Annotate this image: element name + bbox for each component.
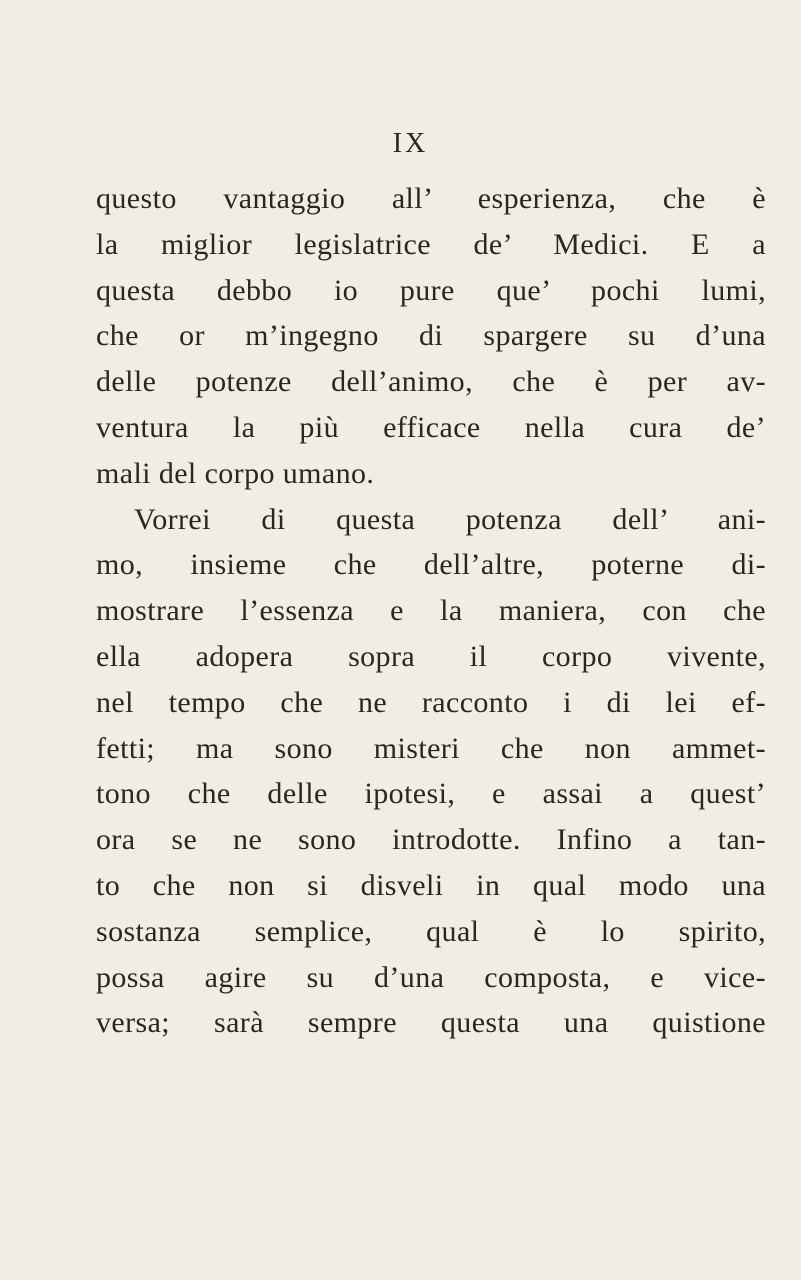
text-line: questo vantaggio all’ esperienza, che è	[96, 182, 766, 215]
body-text	[96, 176, 766, 1046]
text-line: la miglior legislatrice de’ Medici. E a	[96, 227, 766, 261]
text-line: delle potenze dell’animo, che è per av-	[96, 365, 766, 399]
text-line: sostanza semplice, qual è lo spirito,	[96, 914, 766, 948]
text-line: ventura la più efficace nella cura de’	[96, 410, 766, 444]
text-line: questa debbo io pure que’ pochi lumi,	[96, 273, 766, 307]
text-line: tono che delle ipotesi, e assai a quest’	[96, 777, 766, 811]
text-line: to che non si disveli in qual modo una	[96, 868, 766, 902]
text-line: mali del corpo umano.	[96, 456, 375, 490]
text-line: mo, insieme che dell’altre, poterne di-	[96, 548, 766, 582]
text-line: versa; sarà sempre questa una quistione	[96, 1006, 766, 1040]
text-line: nel tempo che ne racconto i di lei ef-	[96, 685, 766, 719]
text-line: fetti; ma sono misteri che non ammet-	[96, 731, 766, 765]
text-line: che or m’ingegno di spargere su d’una	[96, 319, 766, 353]
text-line: ella adopera sopra il corpo vivente,	[96, 639, 766, 673]
text-line: mostrare l’essenza e la maniera, con che	[96, 594, 766, 628]
text-line: ora se ne sono introdotte. Infino a tan-	[96, 823, 766, 857]
page-number: IX	[392, 128, 429, 159]
text-line: possa agire su d’una composta, e vice-	[96, 960, 766, 994]
text-line: Vorrei di questa potenza dell’ ani-	[134, 502, 766, 536]
